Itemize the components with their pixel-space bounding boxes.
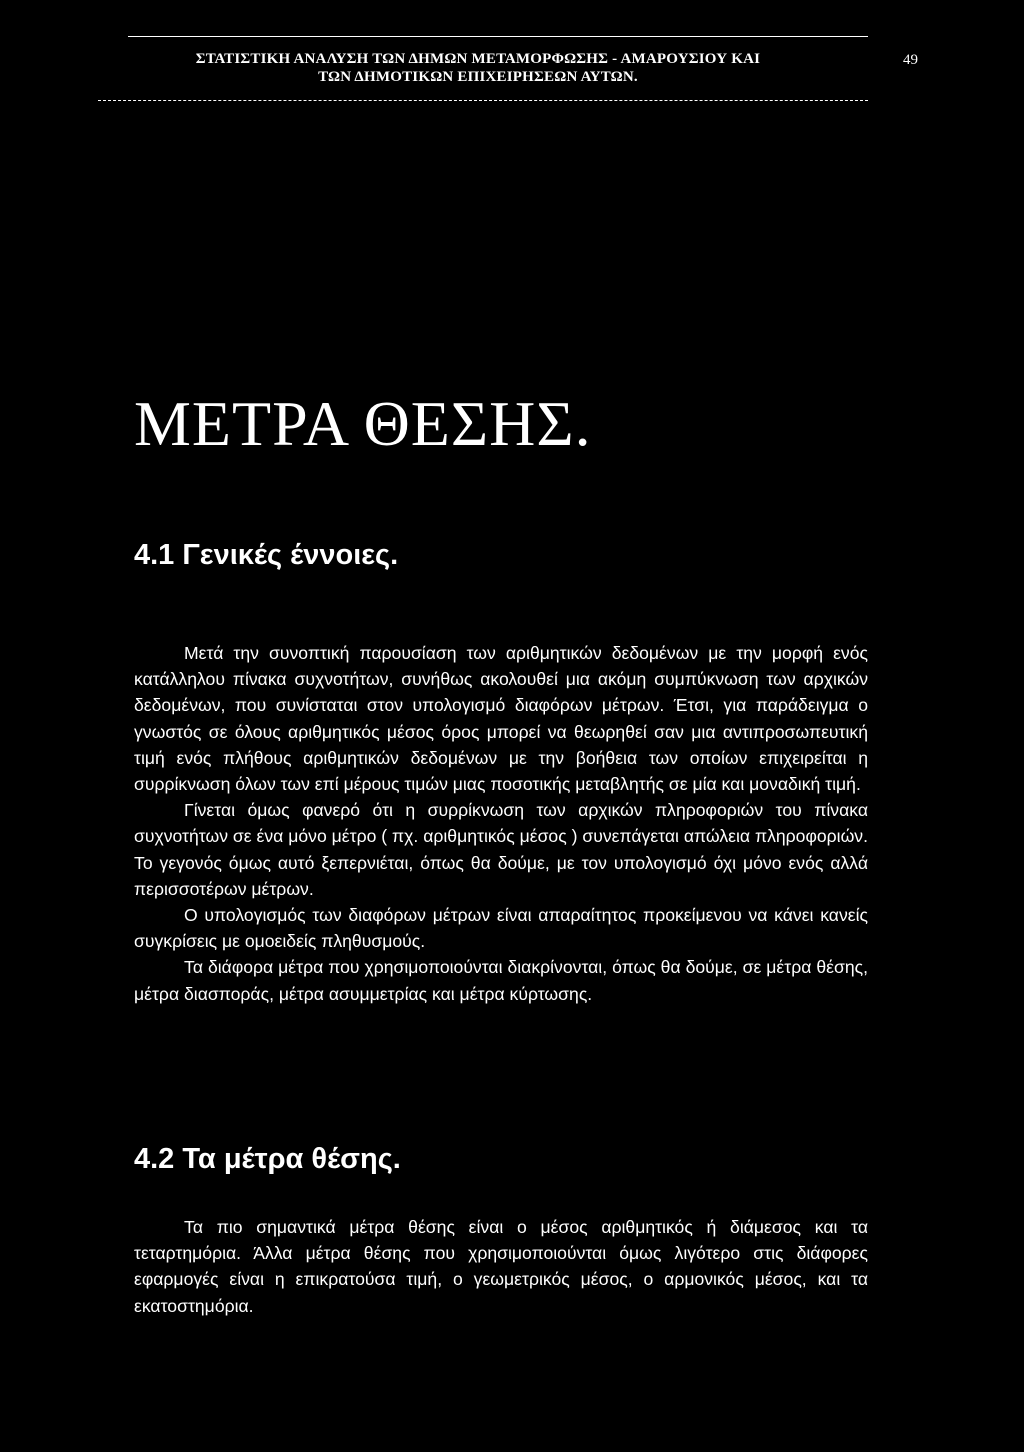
header-top-rule	[128, 36, 868, 37]
running-header-line-1: ΣΤΑΤΙΣΤΙΚΗ ΑΝΑΛΥΣΗ ΤΩΝ ΔΗΜΩΝ ΜΕΤΑΜΟΡΦΩΣΗΣ - ΑΜΑΡΟΥΣΙΟΥ ΚΑΙ	[195, 51, 761, 67]
paragraph: Τα διάφορα μέτρα που χρησιμοποιούνται διακρίνονται, όπως θα δούμε, σε μέτρα θέσης, μέτρα διασποράς, μέτρα ασυμμετρίας και μέτρα κύρτωσης.	[134, 957, 868, 1004]
paragraph: Γίνεται όμως φανερό ότι η συρρίκνωση των αρχικών πληροφοριών του πίνακα συχνοτήτων σε ένα μόνο μέτρο ( πχ. αριθμητικός μέσος ) συνεπάγεται απώλεια πληροφοριών. Το γεγονός όμως αυτό ξεπερνιέται, όπως θα δούμε, με τον υπολογισμό όχι μόνο ενός αλλά περισσοτέρων μέτρων.	[134, 800, 868, 899]
section-4-2-body	[134, 1214, 868, 1319]
section-heading-4-1: 4.1 Γενικές έννοιες.	[134, 539, 399, 571]
header-bottom-rule	[98, 100, 868, 101]
paragraph: Τα πιο σημαντικά μέτρα θέσης είναι ο μέσος αριθμητικός ή διάμεσος και τα τεταρτημόρια. Άλλα μέτρα θέσης που χρησιμοποιούνται όμως λιγότερο στις διάφορες εφαρμογές είναι η επικρατούσα τιμή, ο γεωμετρικός μέσος, ο αρμονικός μέσος, και τα εκατοστημόρια.	[134, 1217, 868, 1316]
running-header-line-2: ΤΩΝ ΔΗΜΟΤΙΚΩΝ ΕΠΙΧΕΙΡΗΣΕΩΝ ΑΥΤΩΝ.	[318, 69, 638, 85]
paragraph: Ο υπολογισμός των διαφόρων μέτρων είναι απαραίτητος προκείμενου να κάνει κανείς συγκρίσεις με ομοειδείς πληθυσμούς.	[134, 905, 868, 952]
paragraph: Μετά την συνοπτική παρουσίαση των αριθμητικών δεδομένων με την μορφή ενός κατάλληλου πίνακα συχνοτήτων, συνήθως ακολουθεί μια ακόμη συμπύκνωση των αρχικών δεδομένων, που συνίσταται στον υπολογισμό διαφόρων μέτρων. Έτσι, για παράδειγμα ο γνωστός σε όλους αριθμητικός μέσος όρος μπορεί να θεωρηθεί σαν μια αντιπροσωπευτική τιμή ενός πλήθους αριθμητικών δεδομένων με την βοήθεια των οποίων επιχειρείται η συρρίκνωση όλων των επί μέρους τιμών μιας ποσοτικής μεταβλητής σε μία και μοναδική τιμή.	[134, 643, 868, 795]
page-number: 49	[903, 52, 918, 68]
chapter-title: ΜΕΤΡΑ ΘΕΣΗΣ.	[134, 388, 592, 459]
section-4-1-body	[134, 640, 868, 1007]
section-heading-4-2: 4.2 Τα μέτρα θέσης.	[134, 1143, 401, 1175]
running-header-title	[128, 50, 828, 86]
